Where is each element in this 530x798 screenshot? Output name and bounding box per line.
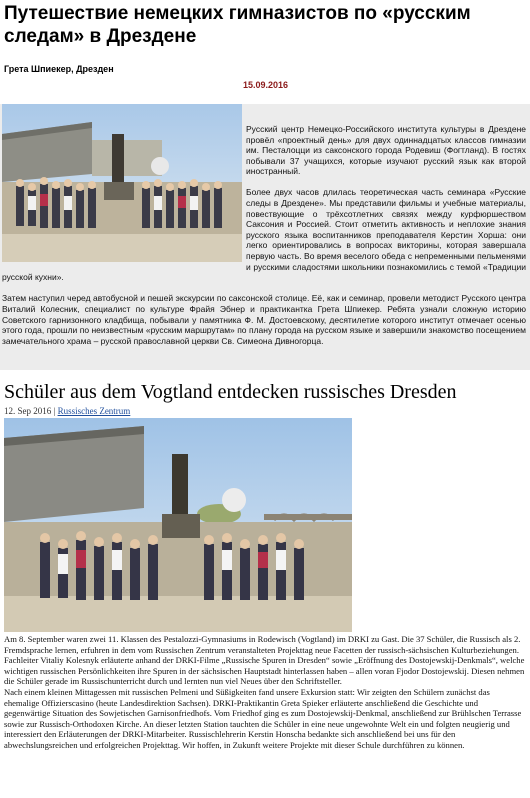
ru-paragraph: Затем наступил черед автобусной и пешей экскурсии по саксонской столице. Её, как и семинар, провели методист Русского центра Виталий Колесник, специалист по культуре Фрайя Эбнер и практикантка Грета Шпиекер. Ребята узнали сложную историю Советского гарнизонного кладбища, побывали у памятника Ф. М. Достоевскому, десятилетие которого институт отмечает осенью этого года, прошли по неизвестным «русским маршрутам» по плану города на русском языке и завершили знакомство посещением замечательного храма – русской православной церкви Св. Симеона Дивногорца. — [2, 293, 526, 346]
de-meta-separator: | — [53, 406, 56, 416]
ru-paragraph: Более двух часов длилась теоретическая часть семинара «Русские следы в Дрездене». Мы представили фильмы и учебные материалы, повествующие о трёхсотлетних связях между курфюршеством Саксония и Россией. Стоит отметить активность и неплохие знания русского языка воспитанников преподавателя Керстин Хорша: они легко ориентировались в вопросах викторины, которая завершала первую часть. Во время веселого обеда с непременными пельменями и русскими сладостями школьники познакомились с темой «Традиции русской кухни». — [2, 187, 526, 283]
ru-article-title: Путешествие немецких гимназистов по «русским следам» в Дрездене — [4, 3, 471, 47]
ru-photo-spacer — [2, 124, 246, 264]
ru-paragraph: Русский центр Немецко-Российского института культуры в Дрездене провёл «проектный день» для двух одиннадцатых классов гимназии им. Песталоцци из саксонского города Родевиш (Фогтланд). В гостях побывали 37 учащихся, которые изучают русский язык как второй иностранный. — [246, 124, 526, 177]
de-article-date: 12. Sep 2016 — [4, 406, 52, 416]
de-article-text — [4, 634, 526, 751]
ru-article-text — [2, 124, 526, 357]
de-paragraph: Nach einem kleinen Mittagessen mit russischen Pelmeni und Süßigkeiten fand unsere Exkursion statt: Wir zeigten den Schülern zunächst das ehemalige Offizierscasino (heute Landesdirektion Sachsen). DRKI-Praktikantin Greta Spieker erläuterte anschließend die Geschichte und gegenwärtige Situation des Sowjetischen Garnisonfriedhofs. Vom Friedhof ging es zum Dostojewskij-Denkmal, anschließend zur Brühlschen Terrasse sowie zur Russisch-Orthodoxen Kirche. An dieser letzten Station tauchten die Schüler in eine neue ungewohnte Welt ein und folgten neugierig und interessiert den Erläuterungen der DRKI-Mitarbeiter. Russischlehrerin Kerstin Honscha bedankte sich anschließend bei uns für den abwechslungsreichen und erfolgreichen Projekttag. Wir hoffen, in Zukunft weitere Projekte mit dieser Schule durchführen zu können. — [4, 686, 522, 750]
de-article-meta — [4, 406, 130, 416]
ru-article-author: Грета Шпиекер, Дрезден — [4, 64, 114, 74]
ru-article-date: 15.09.2016 — [243, 80, 289, 90]
de-category-link[interactable]: Russisches Zentrum — [57, 406, 131, 416]
de-article-title: Schüler aus dem Vogtland entdecken russisches Dresden — [4, 381, 457, 403]
de-group-photo — [4, 418, 352, 632]
de-paragraph: Am 8. September waren zwei 11. Klassen des Pestalozzi-Gymnasiums in Rodewisch (Vogtland) im DRKI zu Gast. Die 37 Schüler, die Russisch als 2. Fremdsprache lernen, erfuhren in dem vom Russischen Zentrum veranstalteten Projekttag neue Facetten der russisch-sächsischen Kulturbeziehungen. Fachleiter Vitaliy Kolesnyk erläuterte anhand der DRKI-Filme „Russische Spuren in Dresden“ sowie „Eröffnung des Dostojewskij-Denkmals“, welche wichtigen russischen Persönlichkeiten ihre Spuren in der sächsischen Hauptstadt hinterlassen haben – allen voran Fjodor Dostojewskij. Diesen nehmen die Schüler gerade im Russischunterricht durch und lernten nun viel Neues über den Schriftsteller. — [4, 634, 525, 687]
